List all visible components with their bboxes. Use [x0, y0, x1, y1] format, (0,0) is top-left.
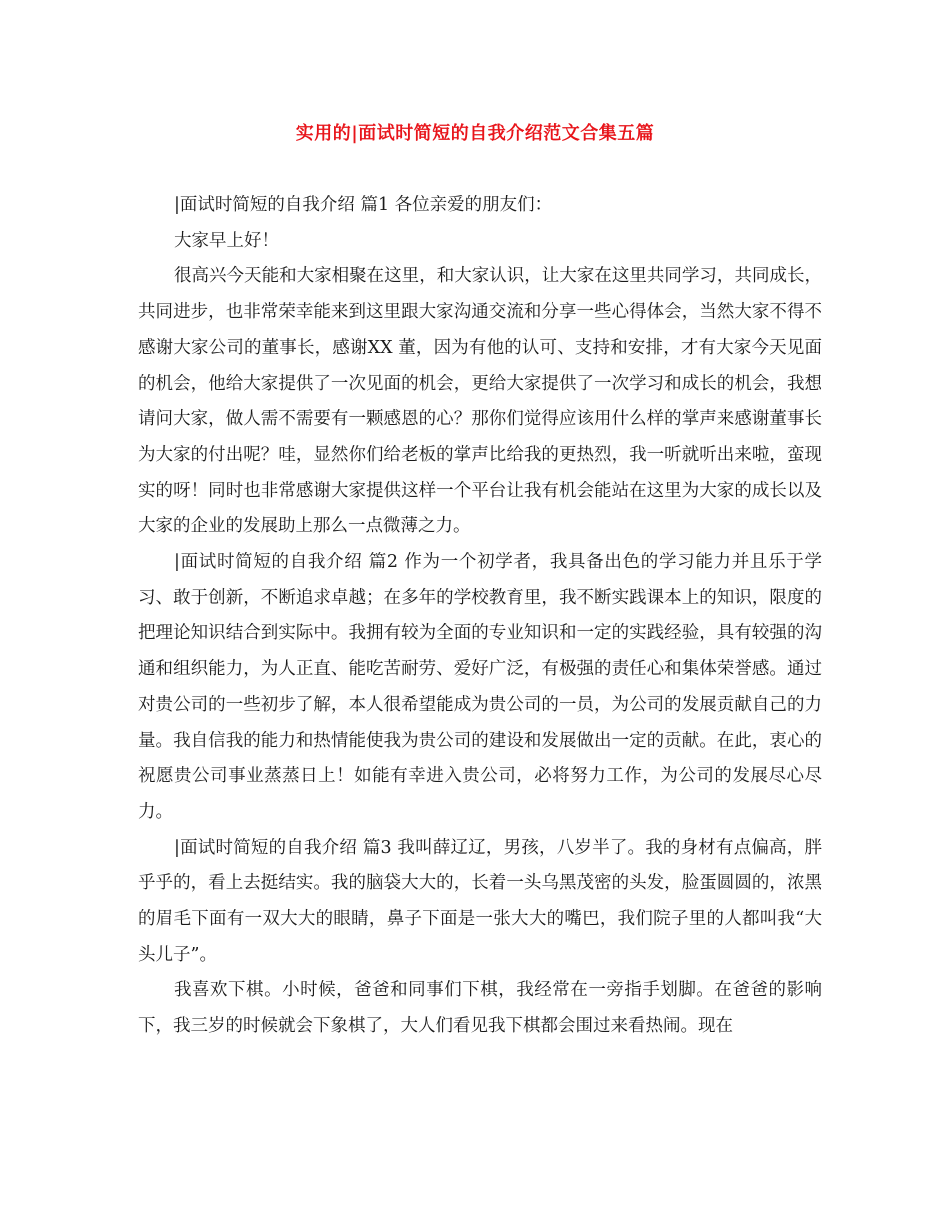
paragraph-4: |面试时简短的自我介绍 篇2 作为一个初学者，我具备出色的学习能力并且乐于学习、敢于创新，不断追求卓越；在多年的学校教育里，我不断实践课本上的知识，限度的把理论知识结合到实际中。我拥有较为全面的专业知识和一定的实践经验，具有较强的沟通和组织能力，为人正直、能吃苦耐劳、爱好广泛，有极强的责任心和集体荣誉感。通过对贵公司的一些初步了解，本人很希望能成为贵公司的一员，为公司的发展贡献自己的力量。我自信我的能力和热情能使我为贵公司的建设和发展做出一定的贡献。在此，衷心的祝愿贵公司事业蒸蒸日上！如能有幸进入贵公司，必将努力工作，为公司的发展尽心尽力。	[138, 552, 822, 822]
paragraph-2: 大家早上好！	[174, 230, 279, 251]
document-title: 实用的|面试时简短的自我介绍范文合集五篇	[295, 123, 655, 144]
paragraph-1: |面试时简短的自我介绍 篇1 各位亲爱的朋友们：	[174, 195, 553, 215]
paragraph-3: 很高兴今天能和大家相聚在这里，和大家认识，让大家在这里共同学习，共同成长，共同进步，也非常荣幸能来到这里跟大家沟通交流和分享一些心得体会，当然大家不得不感谢大家公司的董事长，感谢XX 董，因为有他的认可、支持和安排，才有大家今天见面的机会，他给大家提供了一次见面的机会，更给大家提供了一次学习和成长的机会，我想请问大家，做人需不需要有一颗感恩的心？那你们觉得应该用什么样的掌声来感谢董事长为大家的付出呢？哇，显然你们给老板的掌声比给我的更热烈，我一听就听出来啦，蛮现实的呀！同时也非常感谢大家提供这样一个平台让我有机会能站在这里为大家的成长以及大家的企业的发展助上那么一点微薄之力。	[138, 266, 822, 537]
paragraph-6: 我喜欢下棋。小时候，爸爸和同事们下棋，我经常在一旁指手划脚。在爸爸的影响下，我三岁的时候就会下象棋了，大人们看见我下棋都会围过来看热闹。现在	[138, 980, 822, 1037]
paragraph-5: |面试时简短的自我介绍 篇3 我叫薛辽辽，男孩，八岁半了。我的身材有点偏高，胖乎乎的，看上去挺结实。我的脑袋大大的，长着一头乌黑茂密的头发，脸蛋圆圆的，浓黑的眉毛下面有一双大大的眼睛，鼻子下面是一张大大的嘴巴，我们院子里的人都叫我“大头儿子”。	[138, 837, 822, 965]
document-body	[138, 188, 822, 1045]
